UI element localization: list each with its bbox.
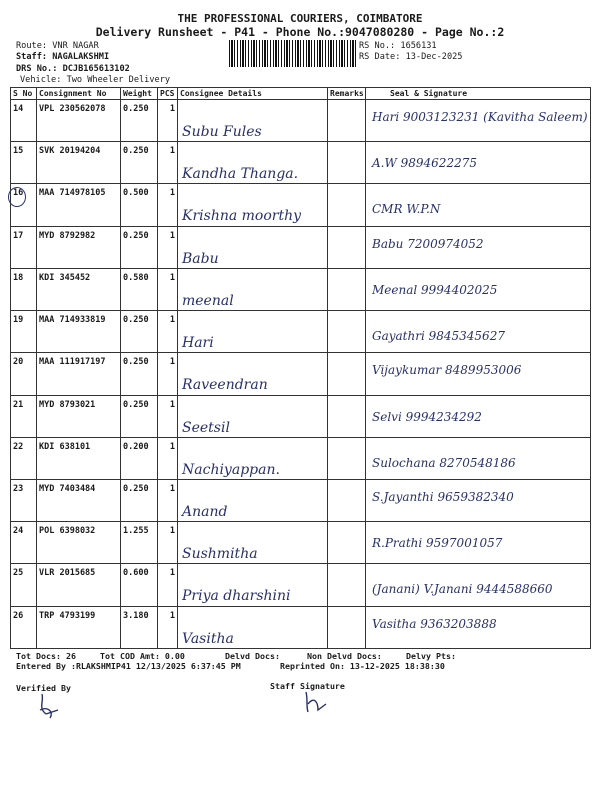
table-row (11, 184, 591, 226)
row-remarks (328, 142, 366, 184)
vehicle-label: Vehicle: Two Wheeler Delivery (20, 75, 171, 85)
consignee-handwriting: Vasitha (182, 630, 234, 647)
row-remarks (328, 353, 366, 395)
table-row (11, 606, 591, 648)
barcode-image (229, 40, 356, 67)
table-row (11, 226, 591, 268)
consignee-handwriting: Seetsil (182, 419, 230, 436)
row-pcs: 1 (158, 268, 178, 310)
row-pcs: 1 (158, 564, 178, 606)
row-consignment-no: POL 6398032 (37, 522, 121, 564)
row-signature (366, 353, 591, 395)
row-remarks (328, 268, 366, 310)
signature-handwriting: CMR W.P.N (372, 202, 441, 217)
signature-handwriting: Selvi 9994234292 (372, 409, 482, 424)
table-row (11, 311, 591, 353)
row-sno: 16 (11, 184, 37, 226)
signature-handwriting: Gayathri 9845345627 (372, 329, 505, 344)
total-cod: Tot COD Amt: 0.00 (100, 651, 185, 661)
table-row (11, 353, 591, 395)
col-sno: S No (11, 88, 37, 100)
table-row (11, 564, 591, 606)
row-remarks (328, 184, 366, 226)
row-signature (366, 522, 591, 564)
table-row (11, 479, 591, 521)
row-weight: 0.250 (121, 100, 158, 142)
row-sno: 26 (11, 606, 37, 648)
route-label: Route: VNR NAGAR (16, 41, 99, 51)
row-weight: 0.600 (121, 564, 158, 606)
row-consignee (178, 142, 328, 184)
row-consignment-no: VLR 2015685 (37, 564, 121, 606)
row-consignment-no: VPL 230562078 (37, 100, 121, 142)
table-row (11, 142, 591, 184)
row-remarks (328, 100, 366, 142)
consignee-handwriting: Subu Fules (182, 124, 262, 140)
consignee-handwriting: Sushmitha (182, 546, 258, 563)
table-row (11, 437, 591, 479)
delivery-table (10, 87, 591, 649)
non-delivered-docs: Non Delvd Docs: (307, 651, 382, 661)
reprinted-on: Reprinted On: 13-12-2025 18:38:30 (280, 661, 445, 671)
col-consignment: Consignment No (37, 88, 121, 100)
row-pcs: 1 (158, 311, 178, 353)
delivered-docs: Delvd Docs: (225, 651, 280, 661)
col-pcs: PCS (158, 88, 178, 100)
row-signature (366, 395, 591, 437)
row-remarks (328, 395, 366, 437)
signature-handwriting: Vasitha 9363203888 (372, 616, 497, 631)
row-weight: 3.180 (121, 606, 158, 648)
row-weight: 0.250 (121, 311, 158, 353)
row-consignee (178, 395, 328, 437)
row-remarks (328, 226, 366, 268)
row-consignee (178, 437, 328, 479)
delivery-points: Delvy Pts: (406, 651, 456, 661)
row-pcs: 1 (158, 142, 178, 184)
staff-signature-label: Staff Signature (270, 681, 345, 691)
row-signature (366, 142, 591, 184)
company-title: THE PROFESSIONAL COURIERS, COIMBATORE (177, 12, 423, 25)
row-consignment-no: MAA 714978105 (37, 184, 121, 226)
signature-handwriting: Hari 9003123231 (Kavitha Saleem) (372, 110, 588, 124)
row-remarks (328, 311, 366, 353)
row-sno: 14 (11, 100, 37, 142)
staff-label: Staff: NAGALAKSHMI (16, 52, 110, 62)
row-weight: 0.500 (121, 184, 158, 226)
row-sno: 17 (11, 226, 37, 268)
row-consignee (178, 479, 328, 521)
row-remarks (328, 606, 366, 648)
row-remarks (328, 437, 366, 479)
table-row (11, 100, 591, 142)
signature-handwriting: Meenal 9994402025 (372, 282, 498, 297)
row-signature (366, 184, 591, 226)
row-signature (366, 437, 591, 479)
row-sno: 25 (11, 564, 37, 606)
row-pcs: 1 (158, 100, 178, 142)
verifier-signature-icon (34, 692, 64, 720)
signature-handwriting: Babu 7200974052 (372, 236, 484, 251)
row-consignee (178, 226, 328, 268)
signature-handwriting: (Janani) V.Janani 9444588660 (372, 582, 553, 597)
row-remarks (328, 522, 366, 564)
row-consignee (178, 100, 328, 142)
consignee-handwriting: Kandha Thanga. (182, 166, 299, 183)
row-consignment-no: KDI 638101 (37, 437, 121, 479)
row-pcs: 1 (158, 353, 178, 395)
row-weight: 0.250 (121, 395, 158, 437)
signature-handwriting: Sulochana 8270548186 (372, 455, 516, 470)
row-remarks (328, 479, 366, 521)
consignee-handwriting: Raveendran (182, 377, 268, 394)
consignee-handwriting: Priya dharshini (182, 588, 291, 605)
rs-number: RS No.: 1656131 (359, 41, 437, 51)
signature-handwriting: A.W 9894622275 (372, 156, 477, 171)
consignee-handwriting: Krishna moorthy (182, 208, 302, 225)
staff-signature-icon (300, 690, 330, 714)
signature-handwriting: R.Prathi 9597001057 (372, 536, 503, 551)
consignee-handwriting: Hari (182, 335, 214, 352)
row-sno: 24 (11, 522, 37, 564)
consignee-handwriting: meenal (182, 292, 234, 309)
drs-label: DRS No.: DCJB165613102 (16, 64, 130, 74)
col-signature: Seal & Signature (366, 88, 591, 100)
signature-handwriting: S.Jayanthi 9659382340 (372, 489, 514, 504)
table-header-row (11, 88, 591, 100)
row-consignee (178, 564, 328, 606)
table-row (11, 522, 591, 564)
total-docs: Tot Docs: 26 (16, 651, 76, 661)
row-weight: 0.250 (121, 479, 158, 521)
row-signature (366, 311, 591, 353)
entered-by: Entered By :RLAKSHMIP41 12/13/2025 6:37:45 PM (16, 661, 241, 671)
row-weight: 0.580 (121, 268, 158, 310)
row-consignment-no: MAA 111917197 (37, 353, 121, 395)
row-consignment-no: KDI 345452 (37, 268, 121, 310)
row-remarks (328, 564, 366, 606)
row-sno: 15 (11, 142, 37, 184)
row-pcs: 1 (158, 437, 178, 479)
consignee-handwriting: Nachiyappan. (182, 461, 280, 478)
row-signature (366, 606, 591, 648)
row-consignee (178, 184, 328, 226)
col-consignee: Consignee Details (178, 88, 328, 100)
row-consignment-no: MYD 7403484 (37, 479, 121, 521)
row-sno: 23 (11, 479, 37, 521)
row-signature (366, 564, 591, 606)
handwritten-circle-mark (8, 187, 26, 207)
row-weight: 0.250 (121, 142, 158, 184)
row-weight: 0.200 (121, 437, 158, 479)
col-weight: Weight (121, 88, 158, 100)
col-remarks: Remarks (328, 88, 366, 100)
row-sno: 20 (11, 353, 37, 395)
row-weight: 1.255 (121, 522, 158, 564)
row-weight: 0.250 (121, 353, 158, 395)
row-signature (366, 226, 591, 268)
row-consignee (178, 353, 328, 395)
consignee-handwriting: Anand (182, 503, 228, 520)
rs-date: RS Date: 13-Dec-2025 (359, 52, 463, 62)
verified-by-label: Verified By (16, 683, 71, 693)
row-consignment-no: SVK 20194204 (37, 142, 121, 184)
row-sno: 19 (11, 311, 37, 353)
row-signature (366, 479, 591, 521)
row-consignee (178, 606, 328, 648)
row-consignment-no: MYD 8793021 (37, 395, 121, 437)
row-consignee (178, 268, 328, 310)
consignee-handwriting: Babu (182, 250, 219, 267)
row-consignee (178, 522, 328, 564)
table-row (11, 268, 591, 310)
row-pcs: 1 (158, 522, 178, 564)
row-pcs: 1 (158, 606, 178, 648)
signature-handwriting: Vijaykumar 8489953006 (372, 363, 522, 378)
row-consignee (178, 311, 328, 353)
row-signature (366, 100, 591, 142)
table-row (11, 395, 591, 437)
row-pcs: 1 (158, 395, 178, 437)
runsheet-subtitle: Delivery Runsheet - P41 - Phone No.:9047080280 - Page No.:2 (95, 25, 505, 39)
row-sno: 18 (11, 268, 37, 310)
row-signature (366, 268, 591, 310)
row-weight: 0.250 (121, 226, 158, 268)
row-sno: 21 (11, 395, 37, 437)
row-sno: 22 (11, 437, 37, 479)
row-consignment-no: MYD 8792982 (37, 226, 121, 268)
row-consignment-no: MAA 714933819 (37, 311, 121, 353)
row-pcs: 1 (158, 184, 178, 226)
row-pcs: 1 (158, 226, 178, 268)
row-consignment-no: TRP 4793199 (37, 606, 121, 648)
row-pcs: 1 (158, 479, 178, 521)
